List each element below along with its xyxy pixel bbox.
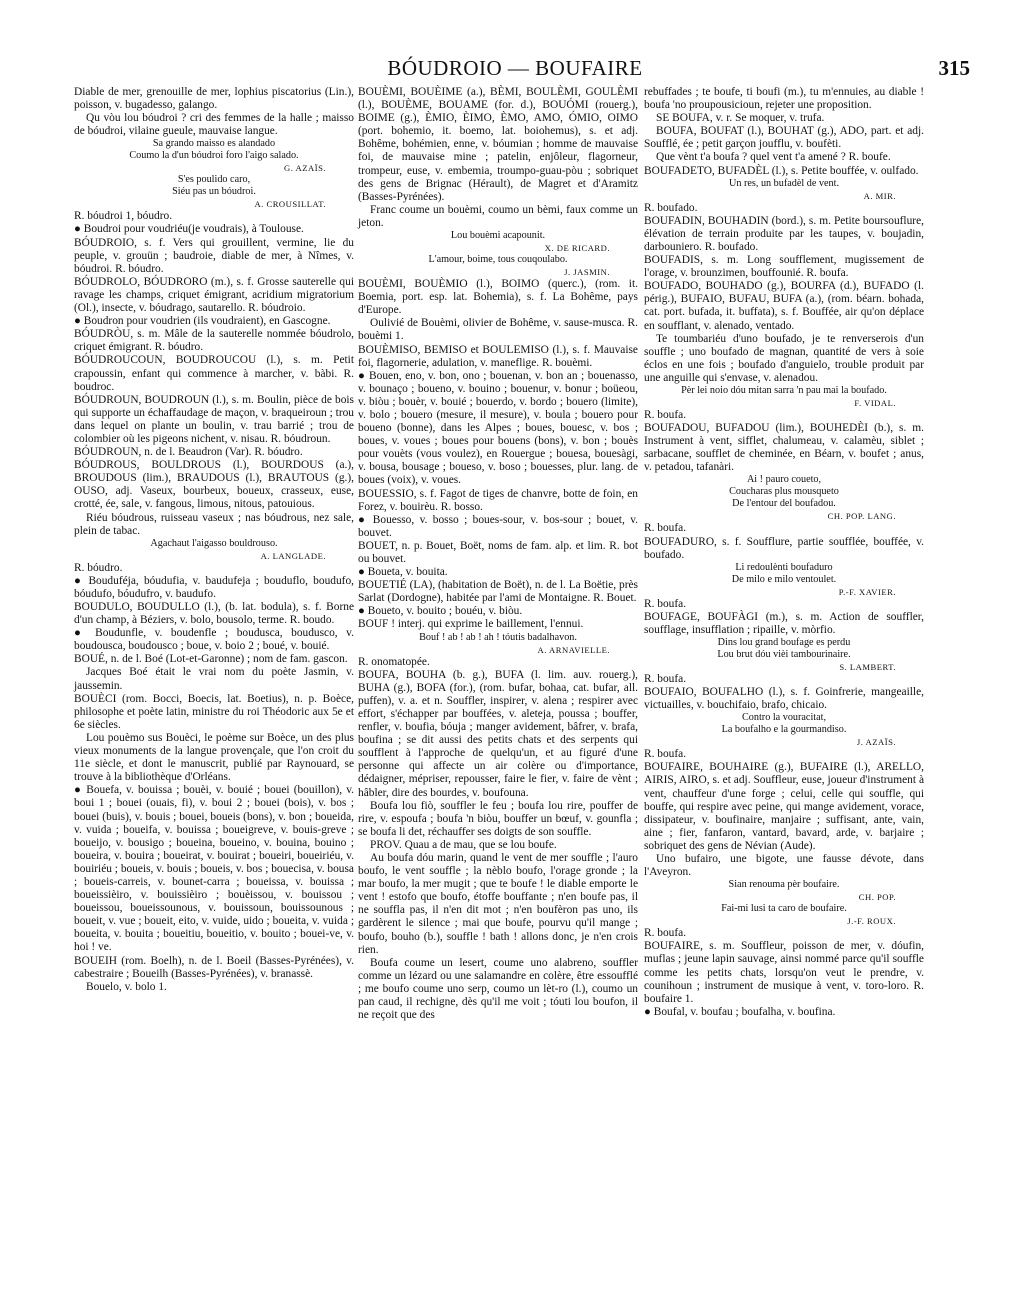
quoted-verse: Sa grando maisso es alandado [152, 138, 276, 150]
verse-attribution: CH. POP. [858, 892, 896, 903]
dictionary-column-1 [74, 86, 354, 994]
page-number: 315 [938, 56, 970, 80]
verse-attribution: G. AZAÏS. [284, 163, 326, 174]
dictionary-entry: BÓUDRÒU, s. m. Mâle de la sauterelle nommée bóudrolo, criquet émigrant. R. bóudro. [74, 328, 354, 354]
quoted-verse: Bouf ! ab ! ab ! ah ! tóutis badalhavon. [419, 631, 577, 643]
quoted-verse: Coucharas plus mousqueto [729, 486, 839, 498]
dictionary-entry: Diable de mer, grenouille de mer, lophius piscatorius (Lin.), poisson, v. bugadesso, galango. [74, 86, 354, 112]
entry-paragraph: Franc coume un bouèmi, coumo un bèmi, faux comme un jeton. [358, 203, 638, 229]
dictionary-entry: BOUDULO, BOUDULLO (l.), (b. lat. bodula), s. f. Borne d'un champ, à Béziers, v. bolo, bousolo, terme. R. boudo. [74, 601, 354, 627]
entry-paragraph: Boufa lou fiò, souffler le feu ; boufa lou rire, pouffer de rire, v. espoufa ; boufa 'n biòu, bouffer un bœuf, v. gounfla ; se boufa li det, réchauffer ses doigts de son souffle. [358, 799, 638, 838]
dictionary-entry: R. boufa. [644, 748, 687, 761]
quoted-verse: Pèr lei noio dóu mitan sarra 'n pau mai la boufado. [681, 384, 887, 396]
dictionary-entry: BOUFAIRE, BOUHAIRE (g.), BUFAIRE (l.), ARELLO, AIRIS, AIRO, s. et adj. Souffleur, euse, joueur d'instrument à vent, chauffeur d'une forge ; celui, celle qui souffle, qui bouffe, qui respire avec peine, qui mange avidement, vorace, dissipateur, v. boufinaire, manjaire ; suffisant, ante, vain, aine ; fier, fanfaron, vantard, bavard, arde, v. barjaire ; sobriquet des gens de Névian (Aude). [644, 761, 924, 852]
dictionary-entry: BOUFADETO, BUFADÈL (l.), s. Petite bouffée, v. oulfado. [644, 164, 919, 177]
dictionary-entry: BÓUDROUS, BOULDROUS (l.), BOURDOUS (a.), BROUDOUS (lim.), BRAUDOUS (l.), BRAUTOUS (g.), OUSO, adj. Vaseux, bourbeux, boueux, crasseux, euse, crotté, ée, sale, v. fangous, limous, nitous, patouious. [74, 459, 354, 511]
entry-paragraph: Qu vòu lou bóudroi ? cri des femmes de la halle ; maisso de bóudroi, vilaine gueule, mauvaise langue. [74, 112, 354, 138]
quoted-verse: Lou brut dóu vièi tambourinaire. [717, 649, 851, 660]
quoted-verse: Sian renouma pèr boufaire. [728, 879, 840, 891]
entry-paragraph: PROV. Quau a de mau, que se lou boufe. [370, 838, 557, 851]
verse-attribution: J. JASMIN. [564, 267, 610, 278]
running-head: BÓUDROIO — BOUFAIRE [387, 56, 643, 80]
page-header [60, 56, 970, 86]
dictionary-column-3 [644, 86, 924, 1019]
dictionary-entry: rebuffades ; te boufe, ti boufi (m.), tu m'ennuies, au diable ! boufa 'no proupousicioun, rejeter une proposition. [644, 86, 924, 112]
dictionary-entry: ● Bouen, eno, v. bon, ono ; bouenan, v. bon an ; bouenasso, v. bounaço ; boueno, v. bouino ; bouenur, v. bonur ; boüeou, v. biòu ; bouèr, v. bouié ; bouerdo, v. bordo ; bouero (limite), v. bolo ; bouero (mesure, il mesure), v. boula ; bouero pour boueno (bonne), dans les Alpes ; boues, bouesc, v. bos ; boues, v. voues ; boues pour bouens (bons), v. bon ; bouès pour vouèts (vous voulez), en Rouergue ; bouesa, bouesàgi, v. bousa, bousage ; boueso, v. boso ; bouesses, plur. lang. de boues (voix), v. voues. [358, 369, 638, 487]
dictionary-entry: ● Boudron pour voudrien (ils voudraient), en Gascogne. [74, 315, 331, 328]
dictionary-entry: ● Boueta, v. bouita. [358, 566, 448, 579]
dictionary-column-2 [358, 86, 638, 1022]
quoted-verse: Fai-mi lusi ta caro de boufaire. [721, 903, 847, 915]
dictionary-entry: BOUÈCI (rom. Bocci, Boecis, lat. Boetius), n. p. Boèce, philosophe et poète latin, ministre du roi Théodoric aux 5e et 6e siècles. [74, 692, 354, 731]
verse-attribution: X. DE RICARD. [544, 243, 610, 254]
verse-attribution: F. VIDAL. [854, 397, 896, 408]
quoted-verse: Un res, un bufadèl de vent. [728, 177, 840, 189]
quoted-verse: S'es poulido caro, [177, 174, 251, 186]
verse-attribution: J. AZAÏS. [856, 737, 896, 748]
dictionary-entry: BOUEIH (rom. Boelh), n. de l. Boeil (Basses-Pyrénées), v. cabestraire ; Boueilh (Basses-Pyrénées), v. branassè. [74, 954, 354, 980]
entry-paragraph: Au boufa dóu marin, quand le vent de mer souffle ; l'auro boufo, le vent souffle ; la nèblo boufo, l'orage gronde ; la mar boufo, la mer mugit ; que te boufe ! le diable emporte le vent ! estofo que boufo, étoffe bouffante ; n'en boufe pas, il ne souffla pas, il n'en dit mot ; n'en boufèron pas uno, ils gardèrent le silence ; mai que boufe, pourvu qu'il mange ; boufo, bouho (b.), souffle ! bath ! allons donc, je n'en crois rien. [358, 851, 638, 956]
dictionary-entry: BOUF ! interj. qui exprime le baillement, l'ennui. [358, 618, 584, 631]
quoted-verse: De l'entour del boufadou. [732, 498, 836, 510]
entry-paragraph: Que vènt t'a boufa ? quel vent t'a amené ? R. boufe. [656, 151, 891, 164]
verse-attribution: P.-F. XAVIER. [838, 586, 896, 597]
quoted-verse: Li redoulènti boufaduro [735, 561, 833, 573]
dictionary-entry: BOUFAIRE, s. m. Souffleur, poisson de mer, v. dóufin, muflas ; jeune lapin sauvage, ainsi nommé parce qu'il souffle comme les petits chats, lorsqu'on veut le prendre, v. counihoun ; instrument de musique à vent, v. toro-loro. R. boufaire 1. [644, 940, 924, 1005]
quoted-verse: Coumo la d'un bóudroi foro l'aigo salado. [129, 150, 299, 162]
verse-attribution: A. MIR. [863, 190, 896, 201]
dictionary-entry: BÓUDROUN, BOUDROUN (l.), s. m. Boulin, pièce de bois qui supporte un échaffaudage de maçon, v. braqueiroun ; trou dans lequel on plante un boulin, v. trau barrié ; trou de colombier où les pigeons nichent, v. nisau. R. bóudroun. [74, 393, 354, 445]
dictionary-entry: R. boufa. [644, 673, 687, 685]
dictionary-entry: R. boufa. [644, 408, 687, 421]
dictionary-entry: ● Bouesso, v. bosso ; boues-sour, v. bos-sour ; bouet, v. bouvet. [358, 513, 638, 539]
verse-attribution: S. LAMBERT. [839, 662, 896, 672]
quoted-verse: Dins lou grand boufage es perdu [717, 637, 851, 648]
dictionary-entry: BOUFADO, BOUHADO (g.), BOURFA (d.), BUFADO (l. périg.), BUFAIO, BUFAU, BUFA (a.), (rom. béarn. bohada, cat. port. bufada, it. buffata), s. f. Bouffée, air qu'on déplace en soufflant, v. alenado, ventado. [644, 280, 924, 332]
dictionary-entry: BÓUDROIO, s. f. Vers qui grouillent, vermine, lie du peuple, v. grouün ; baudroie, diable de mer, à Nîmes, v. bóudroi. R. bóudro. [74, 236, 354, 275]
dictionary-entry: BOUFADOU, BUFADOU (lim.), BOUHEDÈI (b.), s. m. Instrument à vent, sifflet, chalumeau, v. calamèu, siblet ; sarbacane, soufflet de cheminée, en Béarn, v. boufet ; anus, v. petadou, tafanàri. [644, 422, 924, 474]
quoted-verse: Ai ! pauro coueto, [746, 474, 822, 486]
entry-paragraph: Jacques Boé était le vrai nom du poète Jasmin, v. jaussemin. [74, 666, 354, 692]
dictionary-entry: R. boufa. [644, 597, 687, 610]
dictionary-entry: BÓUDROUCOUN, BOUDROUCOU (l.), s. m. Petit crapoussin, enfant qui commence à marcher, v. bàbi. R. boudroc. [74, 354, 354, 393]
dictionary-entry: R. onomatopée. [358, 655, 430, 668]
dictionary-entry: BOUÈMISO, BEMISO et BOULEMISO (l.), s. f. Mauvaise foi, flagornerie, adulation, v. maneflige. R. bouèmi. [358, 343, 638, 369]
dictionary-entry: BOUÈMI, BOUÈIME (a.), BÈMI, BOULÈMI, GOULÈMI (l.), BOUÈME, BOUAME (for. d.), BOUÓMI (rouerg.), BOIME (g.), ÈMIO, ÈIMO, ÈMO, AMO, ÓMIO, OIMO (port. bohemio, it. boemo, lat. boiohemus), s. et adj. Bohême, bohémien, enne, v. bóumian ; homme de mauvaise foi, de mauvaise mine ; patelin, enjôleur, flagorneur, trompeur, euse, v. embemia, troumpo-guau-pòu ; sobriquet des gens de Brignac (Hérault), de Magret et d'Aramitz (Basses-Pyrénées). [358, 86, 638, 203]
dictionary-entry: R. boufado. [644, 201, 698, 214]
quoted-verse: Agachaut l'aigasso bouldrouso. [150, 537, 278, 549]
dictionary-entry: BOUFA, BOUHA (b. g.), BUFA (l. lim. auv. rouerg.), BUHA (g.), BOFA (for.), (rom. bufar, bohaa, cat. bufar, all. puffen), v. a. et n. Souffler, inspirer, v. alena ; respirer avec effort, s'échapper par bouffées, v. aleteja, poussa ; bouffer, renfler, v. boufia, bóuja ; manger avidement, bâfrer, v. brafa, boufina ; se dit aussi des petits chats et des serpents qui soufflent à l'approche de quelqu'un, et au figuré d'une personne qui affecte un air colère ou d'importance, dédaigner, mépriser, repousser, faire le fier, v. faire de vènt ; hâbler, dire des bourdes, v. boufouna. [358, 668, 638, 799]
verse-attribution: A. ARNAVIELLE. [537, 644, 610, 655]
quoted-verse: Contro la vouracitat, [741, 712, 827, 724]
entry-paragraph: Bouelo, v. bolo 1. [86, 980, 167, 993]
dictionary-entry: R. bóudro. [74, 561, 123, 574]
dictionary-entry: BOUESSIO, s. f. Fagot de tiges de chanvre, botte de foin, en Forez, v. bouirèu. R. bosso. [358, 487, 638, 513]
dictionary-entry: BOUÈMI, BOUÈMIO (l.), BOIMO (querc.), (rom. it. Boemia, port. esp. lat. Bohemia), s. f. La Bohême, pays d'Europe. [358, 278, 638, 317]
verse-attribution: A. LANGLADE. [260, 550, 326, 561]
quoted-verse: De milo e milo ventoulet. [731, 573, 837, 585]
dictionary-entry: BOUÉ, n. de l. Boé (Lot-et-Garonne) ; nom de fam. gascon. [74, 653, 348, 666]
dictionary-entry: BÓUDROLO, BÓUDRORO (m.), s. f. Grosse sauterelle qui ravage les champs, criquet émigrant, acridium migratorium (Ol.), insecte, v. bóudrago, sautarello. R. bóudroio. [74, 275, 354, 315]
entry-paragraph: BOUFA, BOUFAT (l.), BOUHAT (g.), ADO, part. et adj. Soufflé, ée ; petit garçon joufflu, v. boufèti. [644, 125, 924, 151]
entry-paragraph: Oulivié de Bouèmi, olivier de Bohême, v. sause-musca. R. bouèmi 1. [358, 317, 638, 343]
quoted-verse: Siéu pas un bóudroi. [172, 186, 256, 198]
dictionary-entry: ● Boudroi pour voudriéu(je voudrais), à Toulouse. [74, 223, 304, 236]
dictionary-entry: R. bóudroi 1, bóudro. [74, 210, 173, 223]
dictionary-entry: ● Bouefa, v. bouissa ; bouèi, v. bouié ; bouei (bouillon), v. boui 1 ; bouei (ouais, fi), v. boui 2 ; bouei (bois), v. bos ; bouei (buis), v. bouis ; bouei, boueis (bons), v. bon ; boueida, v. vuida ; boueifa, v. bouissa ; boueigreve, v. bouis-greve ; boueijo, v. bousigo ; boueina, boueino, v. bouina, bouino ; boueira, v. bouira ; boueirat, v. bouirat ; boueiri, boueiriéu, v. bouiriéu ; boueis, v. bouis ; boueis, v. bos ; bouecisa, v. bousa ; boueis-carreis, v. bounet-carra ; boueissa, v. bouissa ; boueissièiro, v. bouissièiro ; bouèissou, v. bouissou ; boueissou, boueissounous, v. bouissoun, bouissounous ; boueit, v. vue ; boueit, eito, v. vuide, uido ; boueita, v. vuida ; boueita, v. bouita ; boueitiu, boueitio, v. bouito ; bouei-ve, v. hoi ! ve. [74, 784, 354, 954]
dictionary-entry: ● Boueto, v. bouito ; bouéu, v. biòu. [358, 605, 523, 618]
entry-paragraph: SE BOUFA, v. r. Se moquer, v. trufa. [656, 112, 825, 125]
entry-paragraph: Te toumbariéu d'uno boufado, je te renverserois d'un souffle ; uno boufado de magnan, quantité de vers à soie éclos en une fois ; boufado d'anguielo, trouble produit par une anguille qui s'envase, v. alenadou. [644, 332, 924, 384]
entry-paragraph: Uno bufairo, une bigote, une fausse dévote, dans l'Aveyron. [644, 853, 924, 879]
quoted-verse: L'amour, boime, tous couqoulabo. [428, 254, 568, 266]
dictionary-entry: BOUET, n. p. Bouet, Boët, noms de fam. alp. et lim. R. bot ou bouvet. [358, 539, 638, 565]
dictionary-entry: ● Bouduféja, bóudufia, v. baudufeja ; bouduflo, boudufo, bóudufo, bóudufro, v. baudufo. [74, 574, 354, 600]
dictionary-entry: BOUETIÉ (LA), (habitation de Boët), n. de l. La Boëtie, près Sarlat (Dordogne), habitée par l'ami de Montaigne. R. Bouet. [358, 579, 638, 605]
dictionary-entry: BOUFADIS, s. m. Long soufflement, mugissement de l'orage, v. brounzimen, bouffounié. R. boufa. [644, 254, 924, 280]
entry-paragraph: Boufa coume un lesert, coume uno alabreno, souffler comme un lézard ou une salamandre en colère, être essoufflé ; me boufo coume uno serp, coumo un lèt-ro (l.), coumo un pan caud, il rechigne, dès qu'il me voit ; tóuti lou boufon, il ne reçoit que des [358, 956, 638, 1022]
dictionary-entry: R. boufa. [644, 927, 687, 940]
dictionary-entry: BOUFADURO, s. f. Soufflure, partie soufflée, bouffée, v. boufado. [644, 535, 924, 561]
dictionary-entry: BÓUDROUN, n. de l. Beaudron (Var). R. bóudro. [74, 446, 303, 459]
dictionary-entry: BOUFAGE, BOUFÀGI (m.), s. m. Action de souffler, soufflage, insufflation ; ripaille, v. mòrfio. [644, 610, 924, 636]
verse-attribution: A. CROUSILLAT. [254, 199, 326, 210]
entry-paragraph: Lou pouèmo sus Bouèci, le poème sur Boèce, un des plus vieux monuments de la langue provençale, que l'on croit du 11e siècle, et dont le manuscrit, publié par Raynouard, se trouve à la bibliothèque d'Orléans. [74, 731, 354, 784]
quoted-verse: La boufalho e la gourmandiso. [721, 724, 847, 736]
dictionary-entry: ● Boudunfle, v. boudenfle ; boudusca, boudusco, v. boudousca, boudousco ; boue, v. boio 2 ; boué, v. bouié. [74, 627, 354, 653]
verse-attribution: J.-F. ROUX. [847, 916, 896, 927]
quoted-verse: Lou bouèmi acapounit. [450, 230, 546, 242]
dictionary-entry: BOUFADIN, BOUHADIN (bord.), s. m. Petite boursouflure, élévation de terrain produite par les taupes, v. boujadin, darbouniero. R. boufado. [644, 214, 924, 253]
dictionary-entry: R. boufa. [644, 522, 687, 535]
dictionary-entry: BOUFAIO, BOUFALHO (l.), s. f. Goinfrerie, mangeaille, victuailles, v. bouchifaio, brafo, chicaio. [644, 686, 924, 712]
dictionary-entry: ● Boufal, v. boufau ; boufalha, v. boufina. [644, 1005, 836, 1018]
entry-paragraph: Riéu bóudrous, ruisseau vaseux ; nas bóudrous, nez sale, plein de tabac. [74, 511, 354, 537]
verse-attribution: CH. POP. LANG. [827, 511, 896, 522]
